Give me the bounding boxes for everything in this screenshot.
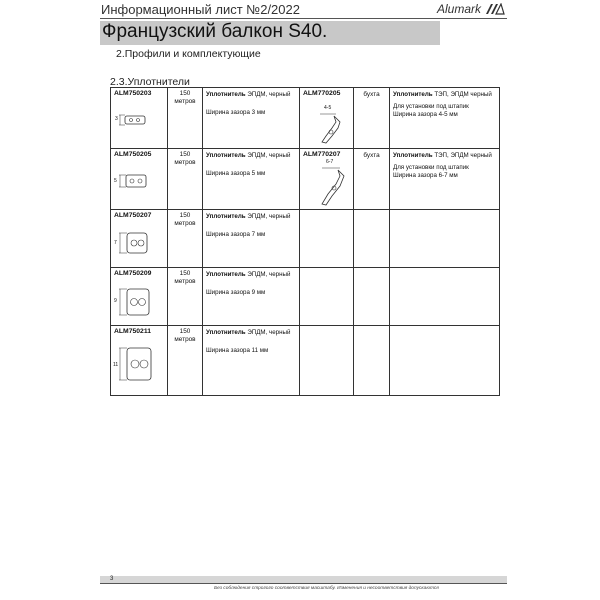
footer-rule	[100, 583, 507, 584]
seal-profile-drawing	[115, 285, 153, 319]
footer-band	[100, 576, 507, 583]
footer-disclaimer: Без соблюдения строгого соответствия масштабу. Изменения и несоответствия допускаются	[214, 586, 439, 591]
quantity-unit: метров	[174, 220, 196, 227]
header-rule	[100, 18, 507, 19]
empty-cell	[390, 326, 500, 396]
profile-cell-2	[300, 88, 354, 149]
article-code: ALM750207	[114, 212, 152, 219]
quantity-value: бухта	[363, 91, 380, 98]
page-number: 3	[110, 576, 114, 582]
dimension-label: 9	[114, 298, 117, 304]
quantity-cell	[168, 210, 203, 268]
dimension-label: 11	[113, 362, 119, 368]
product-material: ЭПДМ, черный	[245, 152, 291, 159]
quantity-value: 150	[179, 90, 191, 97]
dimension-label: 3	[115, 116, 118, 122]
table-row	[111, 88, 500, 149]
brand-name: Alumark	[437, 2, 482, 16]
article-code: ALM750205	[114, 151, 152, 158]
dimension-label: 5	[114, 178, 117, 184]
seal-profile-drawing	[314, 112, 350, 146]
empty-cell	[300, 210, 354, 268]
profile-cell	[111, 149, 168, 210]
quantity-value: бухта	[363, 152, 380, 159]
profile-cell-2	[300, 149, 354, 210]
article-code: ALM770207	[303, 151, 341, 158]
page-title: Французский балкон S40.	[102, 21, 328, 42]
quantity-value: 150	[179, 328, 191, 335]
description-cell-2	[390, 149, 500, 210]
empty-cell	[354, 210, 390, 268]
table-row	[111, 149, 500, 210]
quantity-value: 150	[179, 270, 191, 277]
quantity-cell	[168, 88, 203, 149]
seal-profile-drawing	[115, 169, 149, 195]
description-cell-2	[390, 88, 500, 149]
profile-cell	[111, 88, 168, 149]
seal-profile-drawing	[115, 344, 155, 384]
gap-width: Ширина зазора 11 мм	[206, 347, 269, 354]
seals-table	[110, 87, 500, 396]
table-row	[111, 210, 500, 268]
gap-width: Ширина зазора 4-5 мм	[393, 111, 458, 118]
profile-cell	[111, 268, 168, 326]
subsection-heading: 2.3.Уплотнители	[110, 76, 190, 88]
usage-note: Для установки под штапик	[393, 164, 469, 171]
product-name: Уплотнитель	[393, 152, 433, 159]
product-name: Уплотнитель	[206, 152, 246, 159]
article-code: ALM750209	[114, 270, 152, 277]
article-code: ALM750211	[114, 328, 152, 335]
gap-width: Ширина зазора 3 мм	[206, 109, 266, 116]
table-row	[111, 268, 500, 326]
quantity-unit: метров	[174, 336, 196, 343]
empty-cell	[300, 326, 354, 396]
empty-cell	[354, 326, 390, 396]
product-material: ТЭП, ЭПДМ черный	[432, 91, 492, 98]
product-name: Уплотнитель	[206, 271, 246, 278]
quantity-unit: метров	[174, 98, 196, 105]
quantity-value: 150	[179, 151, 191, 158]
quantity-cell-2	[354, 149, 390, 210]
product-name: Уплотнитель	[206, 213, 246, 220]
usage-note: Для установки под штапик	[393, 103, 469, 110]
profile-cell	[111, 326, 168, 396]
product-material: ЭПДМ, черный	[245, 213, 291, 220]
quantity-unit: метров	[174, 278, 196, 285]
description-cell	[203, 88, 300, 149]
product-material: ТЭП, ЭПДМ черный	[432, 152, 492, 159]
seal-profile-drawing	[115, 228, 151, 258]
info-sheet-label: Информационный лист №2/2022	[101, 2, 300, 17]
brand-logo-icon	[485, 3, 505, 15]
dimension-label: 7	[114, 240, 117, 246]
quantity-cell	[168, 149, 203, 210]
quantity-value: 150	[179, 212, 191, 219]
description-cell	[203, 210, 300, 268]
article-code: ALM770205	[303, 90, 341, 97]
section-heading: 2.Профили и комплектующие	[116, 48, 261, 60]
product-material: ЭПДМ, черный	[245, 91, 291, 98]
product-name: Уплотнитель	[393, 91, 433, 98]
empty-cell	[390, 268, 500, 326]
seal-profile-drawing	[115, 110, 149, 132]
empty-cell	[354, 268, 390, 326]
article-code: ALM750203	[114, 90, 152, 97]
gap-width: Ширина зазора 5 мм	[206, 170, 266, 177]
empty-cell	[300, 268, 354, 326]
quantity-cell-2	[354, 88, 390, 149]
quantity-cell	[168, 326, 203, 396]
product-material: ЭПДМ, черный	[245, 271, 291, 278]
profile-cell	[111, 210, 168, 268]
product-name: Уплотнитель	[206, 329, 246, 336]
description-cell	[203, 326, 300, 396]
dimension-label: 6-7	[326, 159, 334, 165]
empty-cell	[390, 210, 500, 268]
table-row	[111, 326, 500, 396]
description-cell	[203, 149, 300, 210]
quantity-unit: метров	[174, 159, 196, 166]
gap-width: Ширина зазора 9 мм	[206, 289, 266, 296]
product-name: Уплотнитель	[206, 91, 246, 98]
dimension-label: 4-5	[324, 105, 332, 111]
gap-width: Ширина зазора 7 мм	[206, 231, 266, 238]
quantity-cell	[168, 268, 203, 326]
gap-width: Ширина зазора 6-7 мм	[393, 172, 458, 179]
seal-profile-drawing	[314, 166, 352, 208]
product-material: ЭПДМ, черный	[245, 329, 291, 336]
description-cell	[203, 268, 300, 326]
